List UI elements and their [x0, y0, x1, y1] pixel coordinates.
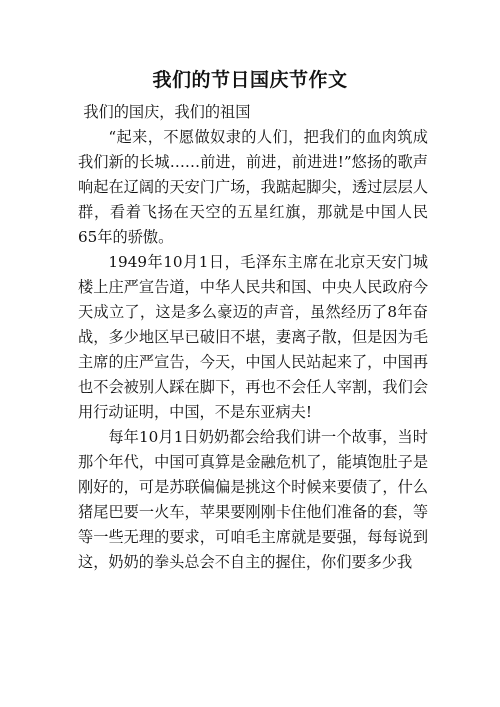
paragraph: 1949年10月1日，毛泽东主席在北京天安门城楼上庄严宣告道，中华人民共和国、中央人民政府今天成立了，这是多么豪迈的声音，虽然经历了8年奋战，多少地区早已破旧不堪，妻离子散，但是因为毛主席的庄严宣告，今天，中国人民站起来了，中国再也不会被别人踩在脚下，再也不会任人宰割，我们会用行动证明，中国，不是东亚病夫! — [78, 253, 428, 421]
document-body — [78, 100, 428, 575]
paragraph: “起来，不愿做奴隶的人们，把我们的血肉筑成我们新的长城……前进，前进，前进进!”悠扬的歌声响起在辽阔的天安门广场，我踮起脚尖，透过层层人群，看着飞扬在天空的五星红旗，那就是中国人民65年的骄傲。 — [78, 128, 428, 246]
document-title: 我们的节日国庆节作文 — [152, 69, 348, 91]
paragraph-subtitle: 我们的国庆，我们的祖国 — [83, 103, 251, 121]
paragraph: 每年10月1日奶奶都会给我们讲一个故事，当时那个年代，中国可真算是金融危机了，能填饱肚子是刚好的，可是苏联偏偏是挑这个时候来要债了，什么猪尾巴要一火车，苹果要刚刚卡住他们准备的套，等等一些无理的要求，可咱毛主席就是要强，每每说到这，奶奶的拳头总会不自主的握住，你们要多少我 — [78, 428, 428, 571]
